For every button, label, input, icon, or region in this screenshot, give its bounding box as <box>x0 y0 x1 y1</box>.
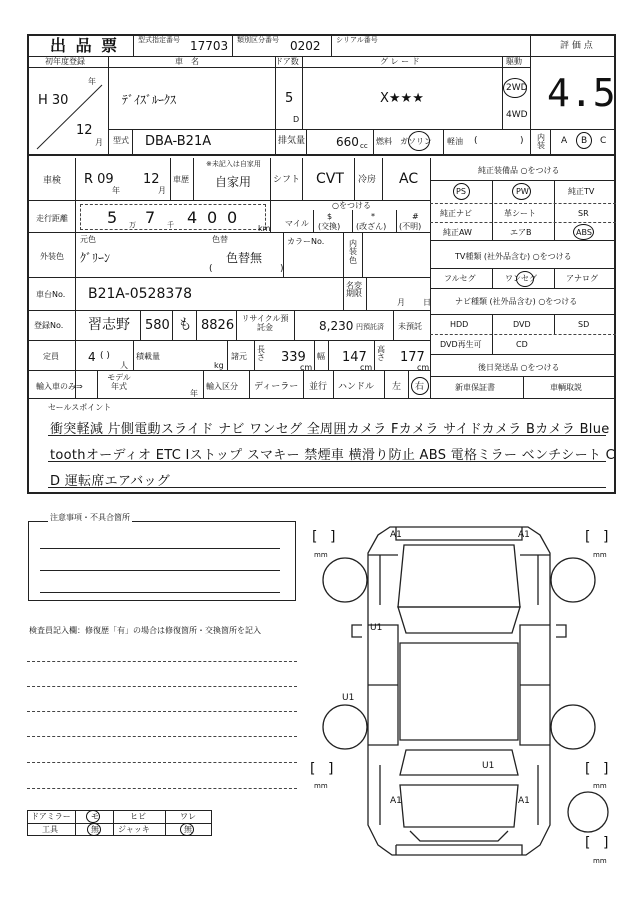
tools-label: 工具 <box>42 825 58 834</box>
width-label: 幅 <box>317 352 325 361</box>
shift-label: シフト <box>273 175 301 185</box>
interior-c[interactable]: C <box>600 136 607 146</box>
class-no: 0202 <box>290 39 321 53</box>
fuel-circle <box>408 131 430 151</box>
damage-a1-front-right: A1 <box>518 530 530 540</box>
damage-a1-rear-left: A1 <box>390 796 402 806</box>
km-unit: km <box>258 224 271 233</box>
tire-rr-bracket-close: ] <box>603 761 609 777</box>
equip-abs-circle <box>573 224 594 240</box>
equip-ps[interactable]: PS <box>456 187 466 196</box>
damage-u1-left-door: U1 <box>342 693 355 703</box>
interior-b[interactable]: B <box>581 136 588 146</box>
dims-label: 諸元 <box>231 352 247 361</box>
fuel-gasoline[interactable]: ガソリン <box>400 137 432 146</box>
tire-spare-bracket-open: [ <box>585 835 591 851</box>
reg-class: 580 <box>145 318 170 333</box>
fuel-label: 燃料 <box>376 137 392 146</box>
tv-fullseg[interactable]: フルセグ <box>444 274 476 283</box>
displacement-label: 排気量 <box>278 136 306 146</box>
recycle-unpaid[interactable]: 未預託 <box>398 322 422 331</box>
tire-rr-mm: mm <box>593 782 607 790</box>
capacity-unit: 人 <box>120 361 128 370</box>
dvd-play[interactable]: DVD再生可 <box>440 340 482 349</box>
mileage-digit-3: 4 <box>187 208 198 227</box>
sales-line-1: 衝突軽減 片側電動スライド ナビ ワンセグ 全周囲カメラ Fカメラ サイドカメラ Bカメラ Blue <box>50 422 610 437</box>
tools-value[interactable]: 無 <box>91 825 99 834</box>
jack-label: ジャッキ <box>118 825 150 834</box>
drive-2wd[interactable]: 2WD <box>506 83 528 93</box>
sales-rule-1 <box>48 435 606 436</box>
chassis-value: B21A-0528378 <box>88 286 193 302</box>
equip-sr[interactable]: SR <box>578 209 589 218</box>
car-damage-diagram <box>300 515 620 895</box>
sales-label: セールスポイント <box>48 403 112 412</box>
damage-u1-roof: U1 <box>370 623 383 633</box>
load-kg: kg <box>214 361 224 370</box>
equip-pw-circle <box>512 183 531 200</box>
damage-a1-rear-right: A1 <box>518 796 530 806</box>
height-value: 177 <box>400 350 425 365</box>
shaken-month: 12 <box>143 172 160 187</box>
model-cert-no: 17703 <box>190 39 229 53</box>
paren-open: ( <box>474 136 478 146</box>
handle-right[interactable]: 右 <box>415 382 425 392</box>
car-name: ﾃﾞｲｽﾞﾙｰｸｽ <box>122 93 177 107</box>
shaken-month-unit: 月 <box>158 186 166 195</box>
capacity-label: 定員 <box>43 352 59 361</box>
interior-b-circle <box>576 132 592 149</box>
doors-value: 5 <box>285 91 294 106</box>
sales-rule-2 <box>48 461 606 462</box>
tire-rl-mm: mm <box>314 782 328 790</box>
grade-label: グ レ ー ド <box>380 57 420 66</box>
handle-left[interactable]: 左 <box>392 382 402 392</box>
serial-label: シリアル番号 <box>336 36 378 44</box>
dispatch-warranty[interactable]: 新車保証書 <box>455 383 495 392</box>
interior-a[interactable]: A <box>561 136 568 146</box>
first-reg-label: 初年度登録 <box>45 57 85 66</box>
model-year-unit: 年 <box>190 389 198 398</box>
ac-value: AC <box>399 171 419 187</box>
damage-u1-rear: U1 <box>482 761 495 771</box>
model-label: 型式 <box>113 136 129 145</box>
drive-label: 駆動 <box>506 57 522 66</box>
equip-abs[interactable]: ABS <box>576 228 592 237</box>
equip-pw[interactable]: PW <box>516 187 529 196</box>
dispatch-manual[interactable]: 車輌取説 <box>550 383 582 392</box>
mileage-digit-2: 7 <box>145 208 156 227</box>
car-name-label: 車 名 <box>175 57 199 66</box>
reg-area: 習志野 <box>88 317 130 333</box>
cc-unit: cc <box>360 142 368 150</box>
doors-label: ドア数 <box>275 57 299 66</box>
tire-fl-bracket-open: [ <box>312 529 318 545</box>
unknown-option[interactable]: (不明) <box>399 222 422 231</box>
dealer-option[interactable]: ディーラー <box>254 382 299 392</box>
tire-fr-mm: mm <box>593 551 607 559</box>
inspector-label: 検査員記入欄：修復歴「有」の場合は修復箇所・交換箇所を記入 <box>29 626 261 635</box>
recycle-amount: 8,230 <box>319 319 354 333</box>
tv-title: TV種類 (社外品含む) ○をつける <box>455 252 572 261</box>
tire-fr-bracket-open: [ <box>585 529 591 545</box>
ac-label: 冷房 <box>358 175 377 185</box>
recolor-paren-close: ) <box>280 264 284 274</box>
navi-dvd[interactable]: DVD <box>513 320 531 329</box>
recolor-value: 色替無 <box>226 251 263 265</box>
navi-sd[interactable]: SD <box>578 320 590 329</box>
tv-analog[interactable]: アナログ <box>566 274 598 283</box>
height-cm: cm <box>417 363 430 372</box>
jack-circle <box>180 823 194 836</box>
recycle-unit: 円預託済 <box>356 323 384 331</box>
orig-color-label: 元色 <box>80 235 96 244</box>
navi-hdd[interactable]: HDD <box>450 320 469 329</box>
tv-oneseg[interactable]: ワンセグ <box>505 274 537 283</box>
equip-leather[interactable]: 革シート <box>504 209 536 218</box>
month-unit: 月 <box>95 138 103 147</box>
load-label: 積載量 <box>136 352 160 361</box>
name-change-month: 月 <box>397 298 405 307</box>
shift-value: CVT <box>316 171 344 187</box>
break-label: ワレ <box>180 812 196 821</box>
recolor-label: 色替 <box>212 235 228 244</box>
length-cm: cm <box>300 363 313 372</box>
history-note: ※未記入は自家用 <box>206 160 261 168</box>
equip-aw[interactable]: 純正AW <box>443 228 472 237</box>
tire-rl-bracket-close: ] <box>328 761 334 777</box>
tire-fl-bracket-close: ] <box>330 529 336 545</box>
capacity-value: 4 <box>88 350 96 364</box>
doors-suffix: D <box>293 115 300 124</box>
sen-unit: 千 <box>167 221 174 229</box>
mileage-digit-4: 0 <box>207 208 218 227</box>
first-reg-month: 12 <box>76 123 93 138</box>
damage-a1-front-left: A1 <box>390 530 402 540</box>
equip-navi[interactable]: 純正ナビ <box>440 209 472 218</box>
equip-tv[interactable]: 純正TV <box>568 187 595 196</box>
drive-2wd-circle <box>503 78 527 98</box>
caution-bracket <box>28 521 290 601</box>
model-year-label: モデル年式 <box>107 373 131 391</box>
tamper-option[interactable]: (改ざん) <box>356 222 387 231</box>
tire-rr-bracket-open: [ <box>585 761 591 777</box>
mileage-tsukeru: ○をつける <box>332 201 371 210</box>
unknown-sym: # <box>412 212 419 221</box>
import-label: 輸入車のみ⇒ <box>36 382 83 391</box>
name-change-day: 日 <box>423 298 431 307</box>
score-value: 4.5 <box>547 71 616 115</box>
diesel-label: 軽油 <box>447 137 463 146</box>
tools-circle <box>87 823 101 836</box>
class-label: 類別区分番号 <box>237 36 279 44</box>
import-kind-label: 輸入区分 <box>206 382 238 391</box>
tire-fr-bracket-close: ] <box>603 529 609 545</box>
width-value: 147 <box>342 350 367 365</box>
handle-right-circle <box>411 377 429 395</box>
reg-no: 8826 <box>201 318 235 333</box>
door-mirror-label: ドアミラー <box>31 812 71 821</box>
sales-line-2: toothオーディオ ETC Iストップ スマキー 禁煙車 横滑り防止 ABS 電格ミラー ベンチシート C <box>50 448 615 463</box>
navi-title: ナビ種類 (社外品含む) ○をつける <box>455 297 578 306</box>
parallel-option[interactable]: 並行 <box>309 382 328 392</box>
grade-value: X★★★ <box>380 91 424 106</box>
door-mirror-value[interactable]: モ <box>91 812 99 821</box>
orig-color-value: ｸﾞﾘｰﾝ <box>80 251 111 265</box>
jack-value[interactable]: 無 <box>184 825 192 834</box>
interior-label: 内装 <box>537 133 545 151</box>
history-value: 自家用 <box>215 175 252 189</box>
dvd-cd[interactable]: CD <box>516 340 528 349</box>
door-mirror-circle <box>86 810 100 823</box>
dispatch-title: 後日発送品 ○をつける <box>478 363 560 372</box>
tire-fl-mm: mm <box>314 551 328 559</box>
chassis-label: 車台No. <box>36 290 66 299</box>
model-cert-label: 型式指定番号 <box>138 36 180 44</box>
paren-close: ) <box>520 136 524 146</box>
mile-option[interactable]: マイル <box>285 219 309 228</box>
width-cm: cm <box>360 363 373 372</box>
capacity-paren: ( ) <box>100 351 110 361</box>
model-value: DBA-B21A <box>145 134 212 149</box>
tire-rl-bracket-open: [ <box>310 761 316 777</box>
equipment-title: 純正装備品 ○をつける <box>478 166 560 175</box>
drive-4wd[interactable]: 4WD <box>506 110 528 120</box>
year-unit: 年 <box>88 77 96 86</box>
sales-rule-3 <box>48 487 606 488</box>
history-label: 車歴 <box>173 175 189 184</box>
shaken-label: 車検 <box>43 176 62 186</box>
handle-label: ハンドル <box>338 382 375 392</box>
shaken-year-unit: 年 <box>112 186 120 195</box>
exchange-sym: $ <box>327 212 333 221</box>
exchange-option[interactable]: (交換) <box>318 222 341 231</box>
name-change-label: 名変期限 <box>346 281 362 299</box>
equip-airbag[interactable]: エアB <box>510 228 532 237</box>
length-label: 長さ <box>257 345 265 363</box>
recolor-paren-open: ( <box>209 264 213 274</box>
mileage-digit-5: 0 <box>227 208 238 227</box>
color-no-label: カラーNo. <box>287 237 325 246</box>
man-unit: 万 <box>129 221 136 229</box>
caution-label: 注意事項・不具合箇所 <box>50 513 130 522</box>
reg-kana: も <box>178 317 192 333</box>
mileage-digit-1: 5 <box>107 208 118 227</box>
score-label: 評 価 点 <box>560 41 593 51</box>
tire-spare-mm: mm <box>593 857 607 865</box>
tire-spare-bracket-close: ] <box>603 835 609 851</box>
tamper-sym: * <box>371 212 375 221</box>
height-label: 高さ <box>377 345 385 363</box>
equip-ps-circle <box>453 183 470 200</box>
displacement-value: 660 <box>336 135 359 149</box>
ext-color-label: 外装色 <box>40 252 64 261</box>
int-color-label: 内装色 <box>349 239 357 265</box>
recycle-label: リサイクル預託金 <box>241 314 289 333</box>
sales-line-3: D 運転席エアバッグ <box>50 474 171 489</box>
mileage-label: 走行距離 <box>36 214 68 223</box>
tv-oneseg-circle <box>516 271 534 287</box>
form-title: 出 品 票 <box>50 36 120 55</box>
crack-label: ヒビ <box>130 812 146 821</box>
first-reg-era: H 30 <box>38 93 69 108</box>
reg-label: 登録No. <box>34 321 64 330</box>
length-value: 339 <box>281 350 306 365</box>
shaken-r: R 09 <box>84 172 114 187</box>
